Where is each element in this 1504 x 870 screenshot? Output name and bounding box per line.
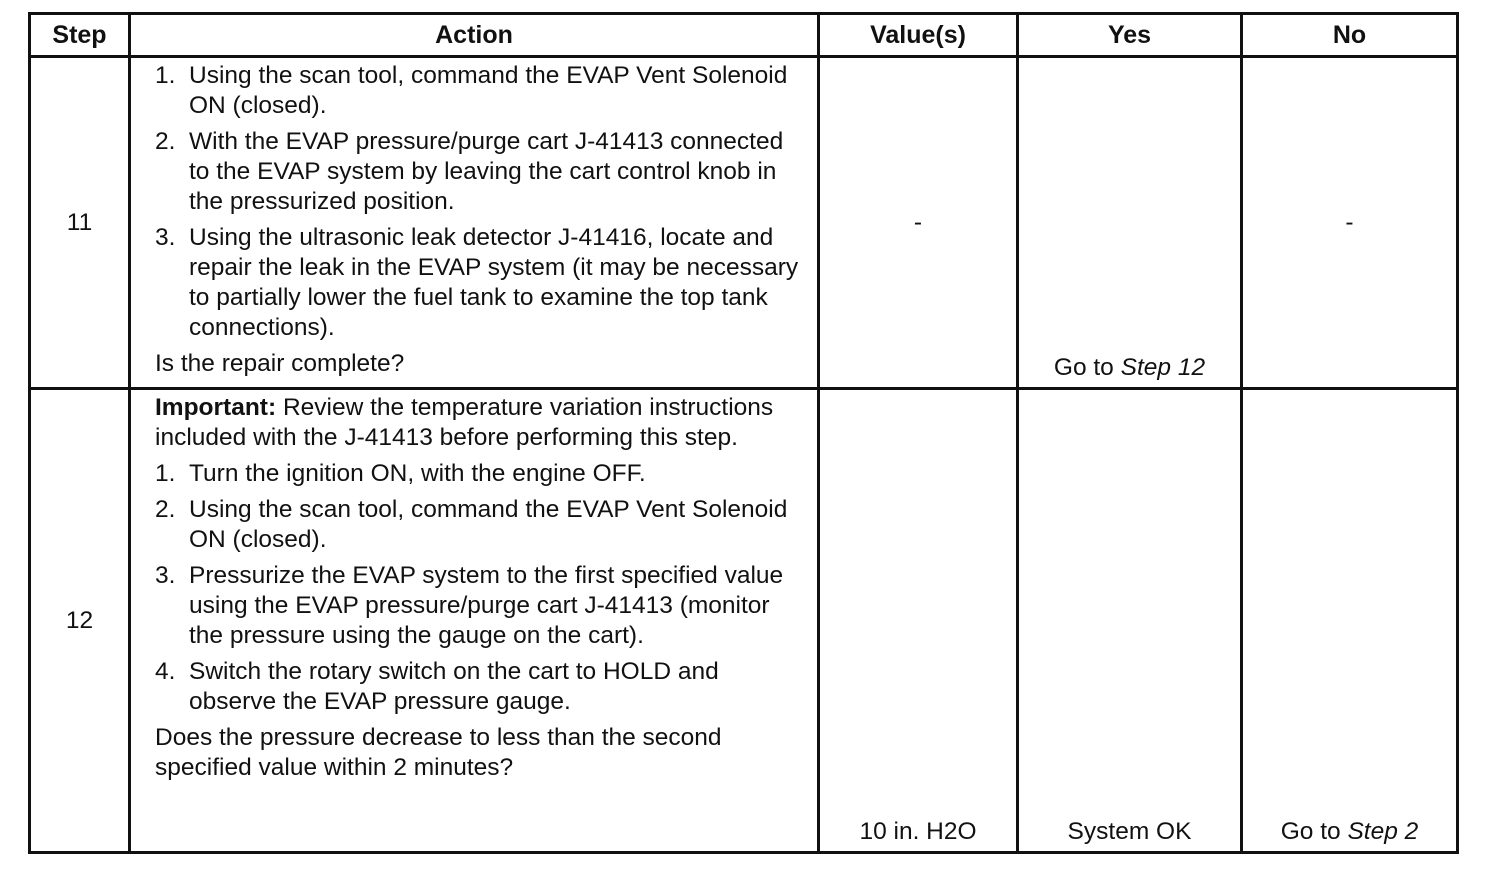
yes-cell [1018, 57, 1242, 389]
step-number: 12 [30, 389, 130, 853]
step-number: 11 [30, 57, 130, 389]
values-cell [819, 57, 1018, 389]
no-text: Go to Step 2 [1280, 818, 1419, 845]
action-cell [130, 389, 819, 853]
action-list [155, 61, 809, 343]
action-list [155, 459, 809, 717]
yes-text: System OK [1067, 818, 1192, 845]
step-ref-link: Step 2 [1347, 818, 1419, 845]
important-label: Important: [155, 394, 277, 421]
action-question: Is the repair complete? [155, 350, 405, 377]
header-action: Action [130, 14, 819, 57]
action-item: 2. With the EVAP pressure/purge cart J-41413 connected to the EVAP system by leaving the cart control knob in the pressurized position. [155, 128, 784, 215]
no-text: - [1345, 208, 1354, 236]
header-row [30, 14, 1458, 57]
header-step: Step [30, 14, 130, 57]
action-item: 3. Pressurize the EVAP system to the first specified value using the EVAP pressure/purge cart J-41413 (monitor the pressure using the gauge on the cart). [155, 562, 784, 649]
header-yes: Yes [1018, 14, 1242, 57]
header-values: Value(s) [819, 14, 1018, 57]
no-cell [1242, 57, 1458, 389]
important-text: Review the temperature variation instructions included with the J-41413 before performing this step. [155, 394, 774, 451]
values-text: - [913, 208, 923, 236]
action-item: 2. Using the scan tool, command the EVAP Vent Solenoid ON (closed). [155, 496, 788, 553]
important-note [155, 393, 809, 453]
action-item: 3. Using the ultrasonic leak detector J-41416, locate and repair the leak in the EVAP system (it may be necessary to partially lower the fuel tank to examine the top tank connections). [155, 224, 799, 341]
yes-text: Go to Step 12 [1053, 354, 1206, 381]
header-no: No [1242, 14, 1458, 57]
values-cell [819, 389, 1018, 853]
action-cell [130, 57, 819, 389]
step-ref-link: Step 12 [1120, 354, 1206, 381]
action-item: 4. Switch the rotary switch on the cart to HOLD and observe the EVAP pressure gauge. [155, 658, 719, 715]
no-cell [1242, 389, 1458, 853]
action-question: Does the pressure decrease to less than the second specified value within 2 minutes? [155, 724, 722, 781]
action-item: 1. Turn the ignition ON, with the engine OFF. [155, 460, 646, 487]
yes-cell [1018, 389, 1242, 853]
values-text: 10 in. H2O [859, 818, 977, 845]
table-row-step-12 [30, 389, 1458, 853]
diagnostic-table [28, 12, 1459, 854]
action-item: 1. Using the scan tool, command the EVAP Vent Solenoid ON (closed). [155, 62, 788, 119]
table-row-step-11 [30, 57, 1458, 389]
